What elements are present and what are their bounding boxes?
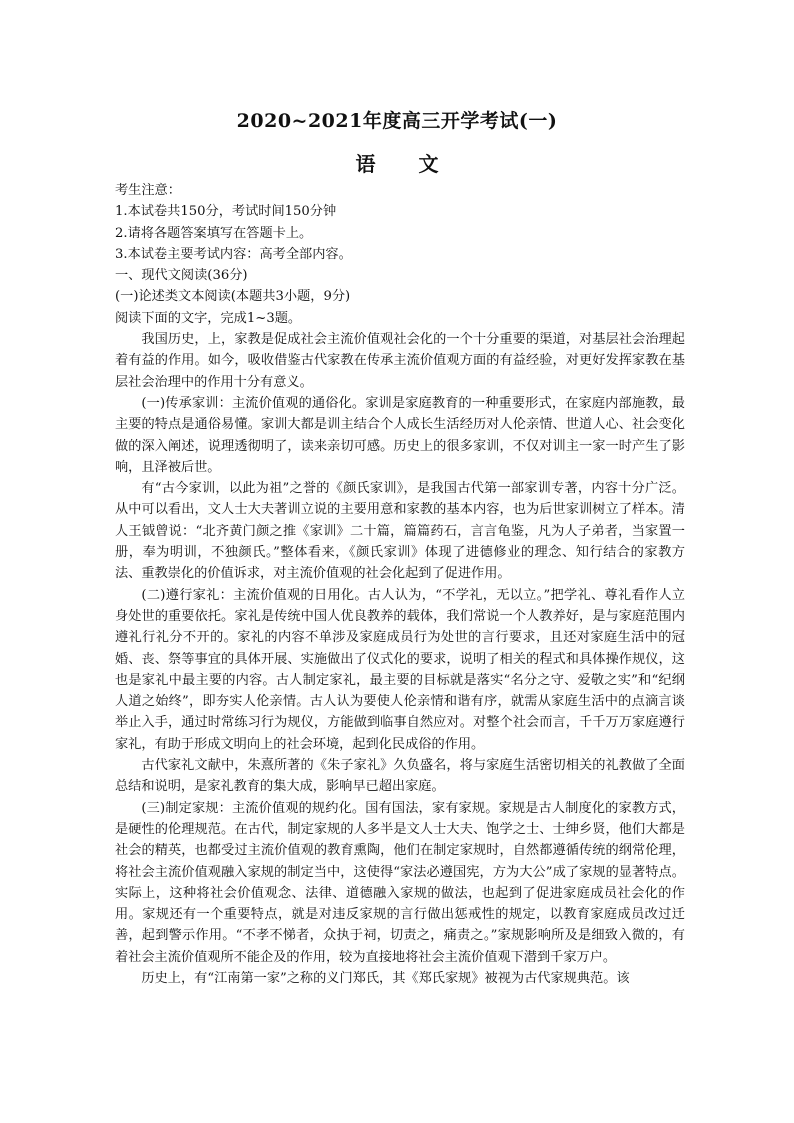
section-subheading: (一)论述类文本阅读(本题共3小题，9分) [115,289,351,305]
passage-paragraph: (二)遵行家礼：主流价值观的日用化。古人认为，“不学礼，无以立。”把学礼、尊礼看作人立身处世的重要依托。家礼是传统中国人优良教养的载体，我们常说一个人教养好，是与家庭范围内遵礼行礼分不开的。家礼的内容不单涉及家庭成员行为处世的言行要求，且还对家庭生活中的冠婚、丧、祭等事宜的具体开展、实施做出了仪式化的要求，说明了相关的程式和具体操作规仪，这也是家礼中最主要的内容。古人制定家礼，最主要的目标就是落实“名分之守、爱敬之实”和“纪纲人道之始终”，即夯实人伦亲情。古人认为要使人伦亲情和谐有序，就需从家庭生活中的点滴言谈举止入手，通过时常练习行为规仪，方能做到临事自然应对。对整个社会而言，千千万万家庭遵行家礼，有助于形成文明向上的社会环境，起到化民成俗的作用。 [115,587,685,752]
passage-paragraph: 古代家礼文献中，朱熹所著的《朱子家礼》久负盛名，将与家庭生活密切相关的礼教做了全面总结和说明，是家礼教育的集大成，影响早已超出家庭。 [115,758,685,795]
note-item: 1.本试卷共150分，考试时间150分钟 [115,204,337,220]
notes-heading: 考生注意： [115,183,181,198]
note-item: 3.本试卷主要考试内容：高考全部内容。 [115,246,352,262]
exam-title: 2020~2021年度高三开学考试(一) [236,110,558,132]
section-heading: 一、现代文阅读(36分) [115,268,248,284]
reading-instruction: 阅读下面的文字，完成1~3题。 [115,310,302,326]
passage-paragraph: (一)传承家训：主流价值观的通俗化。家训是家庭教育的一种重要形式，在家庭内部施教，最主要的特点是通俗易懂。家训大都是训主结合个人成长生活经历对人伦亲情、世道人心、社会变化做的深入阐述，说理透彻明了，读来亲切可感。历史上的很多家训，不仅对训主一家一时产生了影响，且泽被后世。 [115,395,685,475]
passage-paragraph: 历史上，有“江南第一家”之称的义门郑氏，其《郑氏家规》被视为古代家规典范。该 [141,970,630,986]
document-body [115,180,685,989]
note-item: 2.请将各题答案填写在答题卡上。 [115,225,313,241]
passage-paragraph: (三)制定家规：主流价值观的规约化。国有国法，家有家规。家规是古人制度化的家教方式，是硬性的伦理规范。在古代，制定家规的人多半是文人士大夫、饱学之士、士绅乡贤，他们大都是社会的精英，也都受过主流价值观的教育熏陶，他们在制定家规时，自然都遵循传统的纲常伦理，将社会主流价值观融入家规的制定当中，这使得“家法必遵国宪，方为大公”成了家规的显著特点。实际上，这种将社会价值观念、法律、道德融入家规的做法，也起到了促进家庭成员社会化的作用。家规还有一个重要特点，就是对违反家规的言行做出惩戒性的规定，以教育家庭成员改过迁善，起到警示作用。“不孝不悌者，众执于祠，切责之，痛责之。”家规影响所及是细致入微的，有着社会主流价值观所不能企及的作用，较为直接地将社会主流价值观下潜到千家万户。 [115,800,685,965]
passage-paragraph: 我国历史，上，家教是促成社会主流价值观社会化的一个十分重要的渠道，对基层社会治理起着有益的作用。如今，吸收借鉴古代家教在传承主流价值观方面的有益经验，对更好发挥家教在基层社会治理中的作用十分有意义。 [115,332,685,390]
passage-paragraph: 有“古今家训，以此为祖”之誉的《颜氏家训》，是我国古代第一部家训专著，内容十分广泛。从中可以看出，文人士大夫著训立说的主要用意和家教的基本内容，也为后世家训树立了样本。清人王钺曾说：“北齐黄门颜之推《家训》二十篇，篇篇药石，言言龟鉴，凡为人子弟者，当家置一册，奉为明训，不独颜氏。”整体看来，《颜氏家训》体现了进德修业的理念、知行结合的家教方法、重教崇化的价值诉求，对主流价值观的社会化起到了促进作用。 [115,481,685,582]
exam-subject: 语 文 [355,152,457,176]
